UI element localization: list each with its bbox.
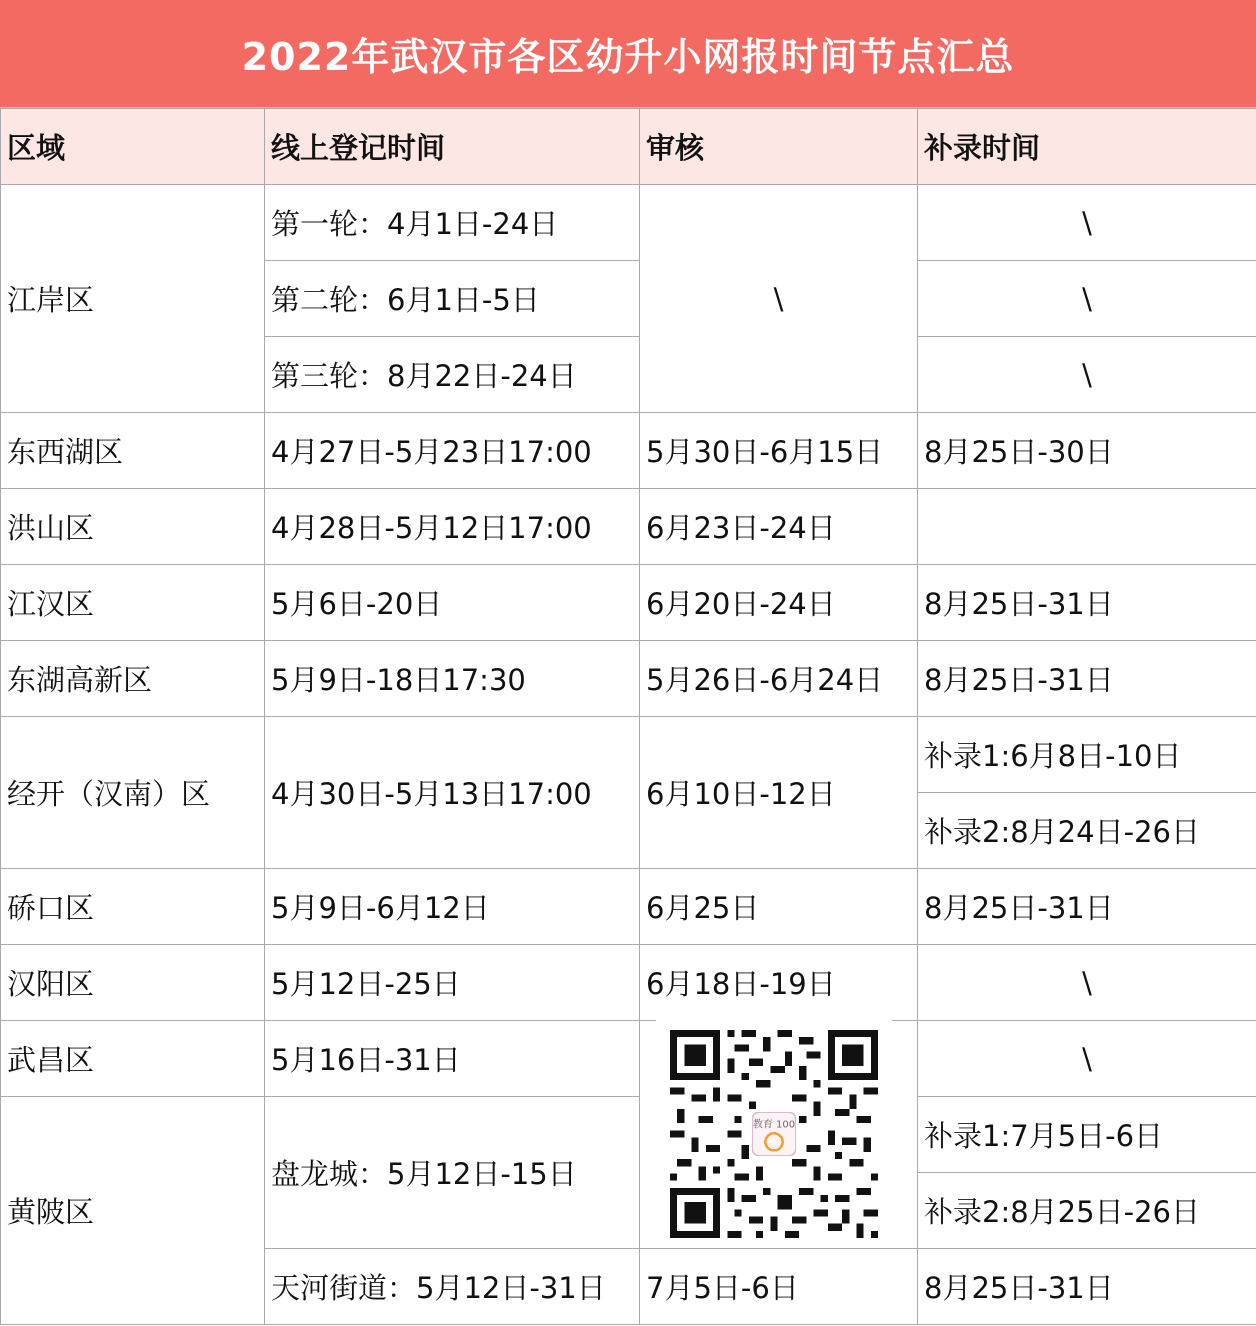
supplement-cell: \ [918, 1021, 1256, 1097]
register-cell: 5月12日-25日 [265, 945, 640, 1021]
review-cell: 6月20日-24日 [640, 565, 918, 641]
supplement-cell: 补录2:8月24日-26日 [918, 793, 1256, 869]
supplement-cell: 8月25日-31日 [918, 641, 1256, 717]
supplement-cell: \ [918, 337, 1256, 413]
register-cell: 天河街道：5月12日-31日 [265, 1249, 640, 1325]
table-header-row [1, 109, 1256, 185]
header-review: 审核 [640, 109, 918, 185]
supplement-cell: \ [918, 185, 1256, 261]
register-cell: 盘龙城：5月12日-15日 [265, 1097, 640, 1249]
area-cell: 江岸区 [1, 185, 265, 413]
review-cell: 6月18日-19日 [640, 945, 918, 1021]
register-cell: 第一轮：4月1日-24日 [265, 185, 640, 261]
review-cell: 6月25日 [640, 869, 918, 945]
table-row [1, 869, 1256, 945]
schedule-table [0, 108, 1256, 1325]
table-row [1, 1097, 1256, 1173]
area-cell: 经开（汉南）区 [1, 717, 265, 869]
review-cell: 5月30日-6月15日 [640, 413, 918, 489]
supplement-cell: 补录2:8月25日-26日 [918, 1173, 1256, 1249]
table-row [1, 1021, 1256, 1097]
header-supplement: 补录时间 [918, 109, 1256, 185]
review-cell: 7月5日-6日 [640, 1249, 918, 1325]
supplement-cell: \ [918, 261, 1256, 337]
register-cell: 5月9日-18日17:30 [265, 641, 640, 717]
supplement-cell: \ [918, 945, 1256, 1021]
register-cell: 4月27日-5月23日17:00 [265, 413, 640, 489]
area-cell: 东西湖区 [1, 413, 265, 489]
area-cell: 武昌区 [1, 1021, 265, 1097]
supplement-cell: 补录1:7月5日-6日 [918, 1097, 1256, 1173]
register-cell: 4月28日-5月12日17:00 [265, 489, 640, 565]
review-cell: 6月10日-12日 [640, 717, 918, 869]
area-cell: 黄陂区 [1, 1097, 265, 1325]
qr-code-image [670, 1030, 878, 1238]
area-cell: 东湖高新区 [1, 641, 265, 717]
supplement-cell: 补录1:6月8日-10日 [918, 717, 1256, 793]
area-cell: 江汉区 [1, 565, 265, 641]
table-row [1, 565, 1256, 641]
area-cell: 洪山区 [1, 489, 265, 565]
page-title: 2022年武汉市各区幼升小网报时间节点汇总 [241, 35, 1015, 79]
register-cell: 5月16日-31日 [265, 1021, 640, 1097]
table-row [1, 185, 1256, 261]
table-row [1, 641, 1256, 717]
review-cell: 6月23日-24日 [640, 489, 918, 565]
register-cell: 5月6日-20日 [265, 565, 640, 641]
qr-logo-text: 教育 100 [752, 1119, 796, 1131]
supplement-cell: 8月25日-31日 [918, 1249, 1256, 1325]
title-banner [0, 0, 1256, 108]
register-cell: 5月9日-6月12日 [265, 869, 640, 945]
supplement-cell [918, 489, 1256, 565]
table-row [1, 717, 1256, 793]
area-cell: 汉阳区 [1, 945, 265, 1021]
table-row [1, 413, 1256, 489]
register-cell: 4月30日-5月13日17:00 [265, 717, 640, 869]
header-area: 区域 [1, 109, 265, 185]
review-cell: 5月26日-6月24日 [640, 641, 918, 717]
header-register: 线上登记时间 [265, 109, 640, 185]
supplement-cell: 8月25日-31日 [918, 565, 1256, 641]
register-cell: 第二轮：6月1日-5日 [265, 261, 640, 337]
area-cell: 硚口区 [1, 869, 265, 945]
supplement-cell: 8月25日-31日 [918, 869, 1256, 945]
register-cell: 第三轮：8月22日-24日 [265, 337, 640, 413]
review-cell: \ [640, 185, 918, 413]
table-row [1, 489, 1256, 565]
table-row [1, 945, 1256, 1021]
supplement-cell: 8月25日-30日 [918, 413, 1256, 489]
